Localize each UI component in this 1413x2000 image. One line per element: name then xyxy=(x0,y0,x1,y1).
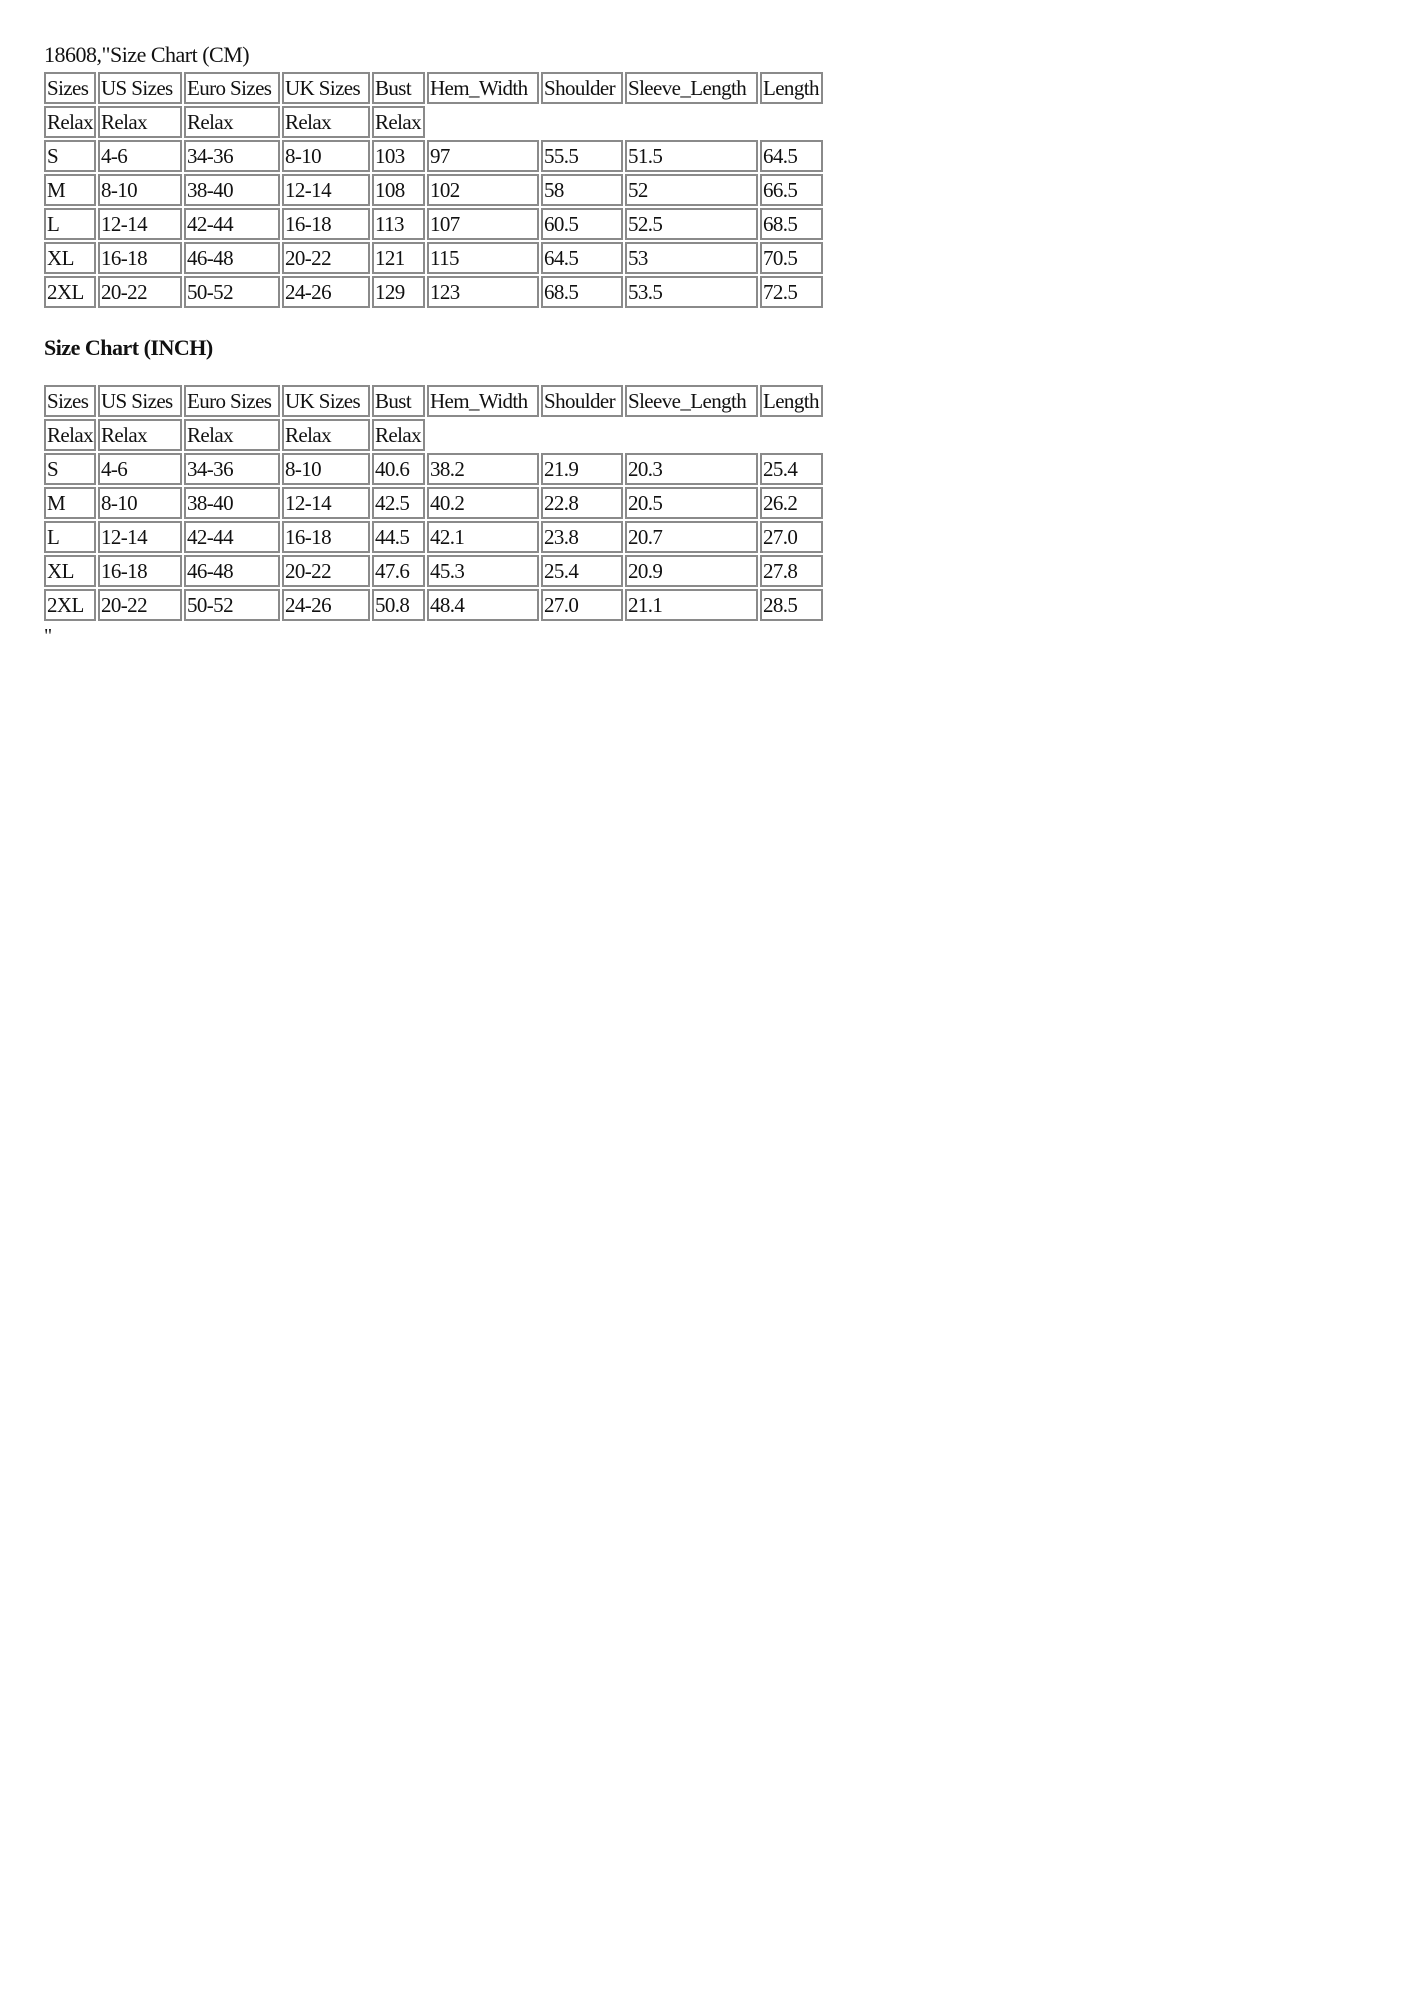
column-header: Sizes xyxy=(44,385,96,417)
table-row xyxy=(44,487,823,519)
table-cell: 123 xyxy=(427,276,539,308)
table-cell: 42-44 xyxy=(184,521,280,553)
table-cell: 26.2 xyxy=(760,487,823,519)
fit-cell: Relax xyxy=(98,106,182,138)
table-cell: 102 xyxy=(427,174,539,206)
table-cell: 48.4 xyxy=(427,589,539,621)
table-cell: 97 xyxy=(427,140,539,172)
table-cell: 103 xyxy=(372,140,425,172)
column-header: UK Sizes xyxy=(282,385,370,417)
table-row xyxy=(44,140,823,172)
column-header: Euro Sizes xyxy=(184,385,280,417)
table-cell: 21.1 xyxy=(625,589,758,621)
table-cell: 53 xyxy=(625,242,758,274)
fit-cell: Relax xyxy=(184,419,280,451)
table-cell: 51.5 xyxy=(625,140,758,172)
table-cell: 16-18 xyxy=(98,555,182,587)
fit-cell: Relax xyxy=(184,106,280,138)
table-cell: 129 xyxy=(372,276,425,308)
table-cell: S xyxy=(44,140,96,172)
table-cell: 55.5 xyxy=(541,140,623,172)
fit-row xyxy=(44,419,823,451)
table-cell: 46-48 xyxy=(184,555,280,587)
table-cell: 23.8 xyxy=(541,521,623,553)
table-cell: 107 xyxy=(427,208,539,240)
table-cell: 115 xyxy=(427,242,539,274)
size-chart-inch-table xyxy=(42,383,825,623)
table-cell: 38.2 xyxy=(427,453,539,485)
table-cell: 50-52 xyxy=(184,276,280,308)
table-cell: 16-18 xyxy=(98,242,182,274)
table-cell: 40.2 xyxy=(427,487,539,519)
table-header-row xyxy=(44,385,823,417)
table-cell: 25.4 xyxy=(541,555,623,587)
table-cell: 38-40 xyxy=(184,487,280,519)
table-cell: 20.9 xyxy=(625,555,758,587)
table-cell: 58 xyxy=(541,174,623,206)
fit-row xyxy=(44,106,823,138)
table-cell: 12-14 xyxy=(98,521,182,553)
table-cell: 108 xyxy=(372,174,425,206)
table-cell: 8-10 xyxy=(282,140,370,172)
table-cell: 8-10 xyxy=(98,487,182,519)
table-cell: 34-36 xyxy=(184,140,280,172)
column-header: UK Sizes xyxy=(282,72,370,104)
column-header: Shoulder xyxy=(541,385,623,417)
table-cell: 40.6 xyxy=(372,453,425,485)
size-chart-inch-heading: Size Chart (INCH) xyxy=(44,335,213,360)
table-cell: 68.5 xyxy=(760,208,823,240)
table-cell: 20.5 xyxy=(625,487,758,519)
column-header: US Sizes xyxy=(98,385,182,417)
table-cell: 20-22 xyxy=(98,589,182,621)
column-header: Sleeve_Length xyxy=(625,385,758,417)
column-header: Bust xyxy=(372,385,425,417)
table-row xyxy=(44,589,823,621)
table-cell: 64.5 xyxy=(760,140,823,172)
table-cell: 16-18 xyxy=(282,521,370,553)
table-cell: XL xyxy=(44,242,96,274)
table-cell: 8-10 xyxy=(98,174,182,206)
table-header-row xyxy=(44,72,823,104)
table-cell: 25.4 xyxy=(760,453,823,485)
table-cell: 53.5 xyxy=(625,276,758,308)
table-cell: 28.5 xyxy=(760,589,823,621)
fit-cell: Relax xyxy=(372,419,425,451)
fit-cell: Relax xyxy=(282,419,370,451)
table-cell: 27.8 xyxy=(760,555,823,587)
column-header: Bust xyxy=(372,72,425,104)
column-header: Hem_Width xyxy=(427,72,539,104)
table-cell: 50-52 xyxy=(184,589,280,621)
table-cell: 24-26 xyxy=(282,589,370,621)
table-cell: 24-26 xyxy=(282,276,370,308)
table-cell: 60.5 xyxy=(541,208,623,240)
table-cell: 4-6 xyxy=(98,453,182,485)
table-row xyxy=(44,521,823,553)
table-cell: 66.5 xyxy=(760,174,823,206)
table-cell: 21.9 xyxy=(541,453,623,485)
table-row xyxy=(44,242,823,274)
table-cell: 70.5 xyxy=(760,242,823,274)
table-cell: 20-22 xyxy=(282,242,370,274)
fit-cell: Relax xyxy=(44,419,96,451)
table-cell: 2XL xyxy=(44,589,96,621)
table-cell: 16-18 xyxy=(282,208,370,240)
table-cell: 22.8 xyxy=(541,487,623,519)
table-cell: 38-40 xyxy=(184,174,280,206)
closing-quote-mark: " xyxy=(44,625,53,647)
table-cell: 44.5 xyxy=(372,521,425,553)
table-row xyxy=(44,208,823,240)
table-cell: M xyxy=(44,487,96,519)
fit-cell: Relax xyxy=(98,419,182,451)
table-cell: 27.0 xyxy=(760,521,823,553)
empty-cell xyxy=(427,419,823,451)
table-cell: 47.6 xyxy=(372,555,425,587)
table-cell: 12-14 xyxy=(98,208,182,240)
column-header: Sizes xyxy=(44,72,96,104)
table-cell: 64.5 xyxy=(541,242,623,274)
table-cell: M xyxy=(44,174,96,206)
column-header: Shoulder xyxy=(541,72,623,104)
table-cell: 72.5 xyxy=(760,276,823,308)
fit-cell: Relax xyxy=(44,106,96,138)
table-cell: 42.1 xyxy=(427,521,539,553)
table-cell: 27.0 xyxy=(541,589,623,621)
table-cell: 113 xyxy=(372,208,425,240)
table-cell: 20-22 xyxy=(98,276,182,308)
column-header: Sleeve_Length xyxy=(625,72,758,104)
table-cell: 45.3 xyxy=(427,555,539,587)
empty-cell xyxy=(427,106,823,138)
table-cell: 20.7 xyxy=(625,521,758,553)
table-cell: 42.5 xyxy=(372,487,425,519)
table-row xyxy=(44,174,823,206)
table-cell: L xyxy=(44,521,96,553)
column-header: Length xyxy=(760,385,823,417)
table-row xyxy=(44,276,823,308)
table-cell: 46-48 xyxy=(184,242,280,274)
table-cell: 20.3 xyxy=(625,453,758,485)
table-row xyxy=(44,453,823,485)
table-cell: XL xyxy=(44,555,96,587)
column-header: Euro Sizes xyxy=(184,72,280,104)
table-cell: 12-14 xyxy=(282,174,370,206)
table-cell: 12-14 xyxy=(282,487,370,519)
table-cell: 8-10 xyxy=(282,453,370,485)
table-cell: L xyxy=(44,208,96,240)
table-cell: 68.5 xyxy=(541,276,623,308)
table-cell: 50.8 xyxy=(372,589,425,621)
table-row xyxy=(44,555,823,587)
table-cell: 34-36 xyxy=(184,453,280,485)
column-header: Hem_Width xyxy=(427,385,539,417)
table-cell: 20-22 xyxy=(282,555,370,587)
table-cell: 2XL xyxy=(44,276,96,308)
column-header: Length xyxy=(760,72,823,104)
table-cell: S xyxy=(44,453,96,485)
size-chart-cm-heading: 18608,"Size Chart (CM) xyxy=(44,42,250,67)
table-cell: 42-44 xyxy=(184,208,280,240)
table-cell: 121 xyxy=(372,242,425,274)
table-cell: 4-6 xyxy=(98,140,182,172)
table-cell: 52 xyxy=(625,174,758,206)
fit-cell: Relax xyxy=(282,106,370,138)
size-chart-cm-table xyxy=(42,70,825,310)
table-cell: 52.5 xyxy=(625,208,758,240)
column-header: US Sizes xyxy=(98,72,182,104)
fit-cell: Relax xyxy=(372,106,425,138)
